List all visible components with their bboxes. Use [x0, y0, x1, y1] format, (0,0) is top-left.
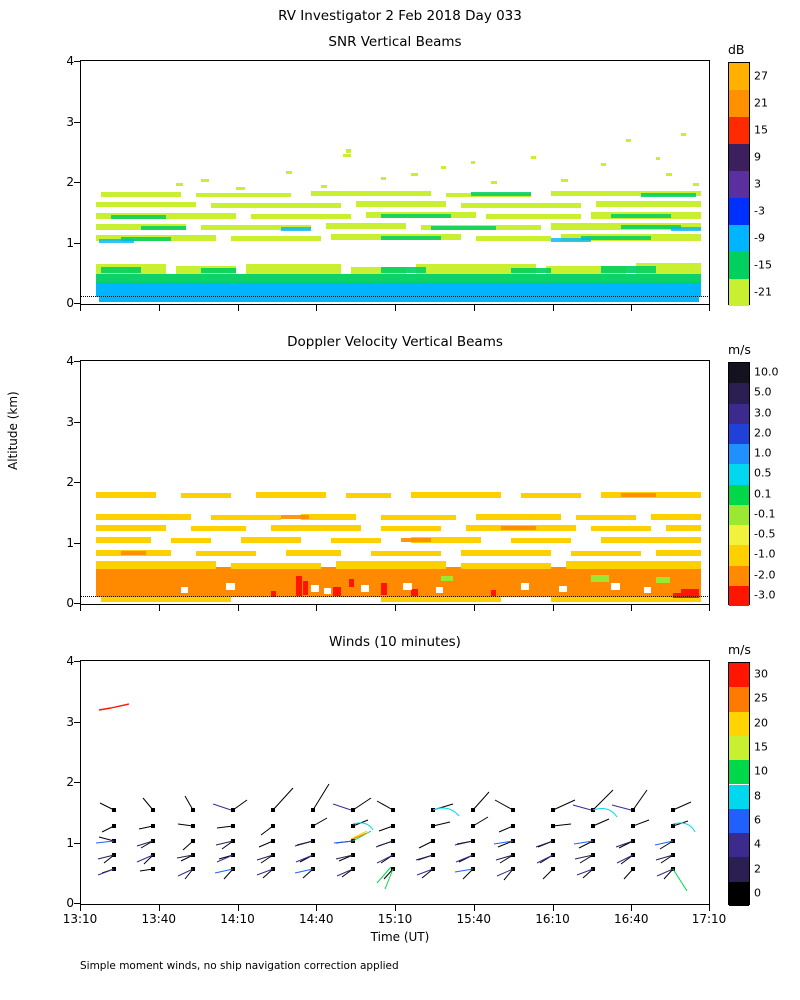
xtick-0: 13:10 [62, 912, 98, 926]
colorbar-segment [729, 171, 749, 198]
colorbar-segment [729, 404, 749, 424]
colorbar-tick-label: 10.0 [754, 365, 779, 379]
snr-ytick-2: 2 [66, 175, 74, 189]
colorbar-tick-label: -0.5 [754, 527, 776, 541]
colorbar-tick-label: 30 [754, 667, 768, 681]
wind-ytick-4: 4 [66, 654, 74, 668]
colorbar-tick-label: 15 [754, 123, 768, 136]
colorbar-unit-doppler: m/s [728, 342, 751, 357]
wind-ytick-0: 0 [66, 896, 74, 910]
colorbar-tick-label: 2.0 [754, 426, 772, 440]
chart-title-winds: Winds (10 minutes) [329, 634, 461, 650]
colorbar-tick-label: 2 [754, 862, 761, 876]
colorbar-tick-label: -9 [754, 231, 765, 244]
colorbar-tick-label: -3 [754, 204, 765, 217]
colorbar-tick-label: 10 [754, 764, 768, 778]
snr-ytick-4: 4 [66, 54, 74, 68]
colorbar-tick-label: 5.0 [754, 385, 772, 399]
colorbar-segment [729, 760, 749, 784]
colorbar-unit-snr: dB [728, 42, 745, 57]
colorbar-segment [729, 857, 749, 881]
colorbar-segment [729, 809, 749, 833]
colorbar-segment [729, 736, 749, 760]
colorbar-tick-label: 1.0 [754, 446, 772, 460]
colorbar-tick-label: 4 [754, 837, 761, 851]
colorbar-segment [729, 444, 749, 464]
footnote: Simple moment winds, no ship navigation correction applied [80, 960, 399, 972]
snr-data-layer [81, 61, 709, 304]
colorbar-tick-label: 27 [754, 69, 768, 82]
chart-snr-vertical-beams [66, 34, 710, 310]
colorbar-segment [729, 785, 749, 809]
colorbar-tick-label: 0.1 [754, 487, 772, 501]
colorbar-segment [729, 586, 749, 606]
colorbar-segment [729, 663, 749, 687]
colorbar-tick-label: -21 [754, 285, 772, 298]
colorbar-tick-label: 3 [754, 177, 761, 190]
colorbar-segment [729, 225, 749, 252]
dop-ytick-3: 3 [66, 414, 74, 429]
snr-ytick-3: 3 [66, 114, 74, 129]
colorbar-segment [729, 833, 749, 857]
colorbar-tick-label: 0 [754, 886, 761, 900]
snr-ytick-0: 0 [66, 296, 74, 310]
dop-ytick-1: 1 [66, 535, 74, 550]
snr-ytick-1: 1 [66, 235, 74, 250]
wind-ytick-1: 1 [66, 835, 74, 850]
dop-ytick-2: 2 [66, 475, 74, 489]
chart-title-doppler: Doppler Velocity Vertical Beams [287, 334, 503, 350]
colorbar-segment [729, 485, 749, 505]
xtick-2: 14:10 [220, 912, 255, 926]
page-title: RV Investigator 2 Feb 2018 Day 033 [278, 8, 522, 24]
colorbar-segment [729, 882, 749, 906]
colorbar-segment [729, 383, 749, 403]
wind-ytick-3: 3 [66, 714, 74, 729]
colorbar-tick-label: -1.0 [754, 547, 776, 561]
colorbar-segment [729, 117, 749, 144]
colorbar-segment [729, 464, 749, 484]
dop-ytick-0: 0 [66, 596, 74, 610]
doppler-data-layer [81, 361, 709, 604]
chart-title-snr: SNR Vertical Beams [328, 34, 462, 50]
x-axis-label: Time (UT) [370, 930, 430, 944]
colorbar-segment [729, 144, 749, 171]
colorbar-tick-label: -0.1 [754, 507, 776, 521]
colorbar-segment [729, 363, 749, 383]
xtick-8: 17:10 [691, 912, 727, 926]
colorbar-tick-label: 21 [754, 96, 768, 109]
chart-winds-10-minutes [62, 634, 727, 926]
colorbar-segment [729, 198, 749, 225]
xtick-3: 14:40 [298, 912, 334, 926]
colorbar-segment [729, 252, 749, 279]
xtick-1: 13:40 [141, 912, 177, 926]
colorbar-segment [729, 566, 749, 586]
colorbar-doppler [728, 362, 750, 605]
xtick-6: 16:10 [535, 912, 570, 926]
colorbar-tick-label: 25 [754, 691, 768, 705]
colorbar-unit-winds: m/s [728, 642, 751, 657]
colorbar-tick-label: 3.0 [754, 406, 772, 420]
colorbar-segment [729, 545, 749, 565]
colorbar-segment [729, 63, 749, 90]
xtick-5: 15:40 [456, 912, 492, 926]
wind-ytick-2: 2 [66, 775, 74, 789]
dop-ytick-4: 4 [66, 354, 74, 368]
colorbar-tick-label: -3.0 [754, 588, 776, 602]
xtick-4: 15:10 [377, 912, 413, 926]
colorbar-segment [729, 525, 749, 545]
colorbar-tick-label: 8 [754, 789, 761, 803]
colorbar-tick-label: 0.5 [754, 466, 772, 480]
colorbar-tick-label: 20 [754, 716, 768, 730]
colorbar-tick-label: 15 [754, 740, 768, 754]
colorbar-segment [729, 687, 749, 711]
winds-data-layer [81, 661, 709, 904]
chart-doppler-velocity-vertical-beams [66, 334, 710, 610]
colorbar-tick-label: -15 [754, 258, 772, 271]
colorbar-segment [729, 424, 749, 444]
colorbar-snr [728, 62, 750, 305]
colorbar-segment [729, 90, 749, 117]
colorbar-segment [729, 712, 749, 736]
colorbar-tick-label: 6 [754, 813, 761, 827]
colorbar-segment [729, 505, 749, 525]
colorbar-segment [729, 279, 749, 306]
xtick-7: 16:40 [613, 912, 649, 926]
y-axis-label: Altitude (km) [6, 391, 20, 470]
colorbar-tick-label: -2.0 [754, 568, 776, 582]
colorbar-winds [728, 662, 750, 905]
colorbar-tick-label: 9 [754, 150, 761, 163]
